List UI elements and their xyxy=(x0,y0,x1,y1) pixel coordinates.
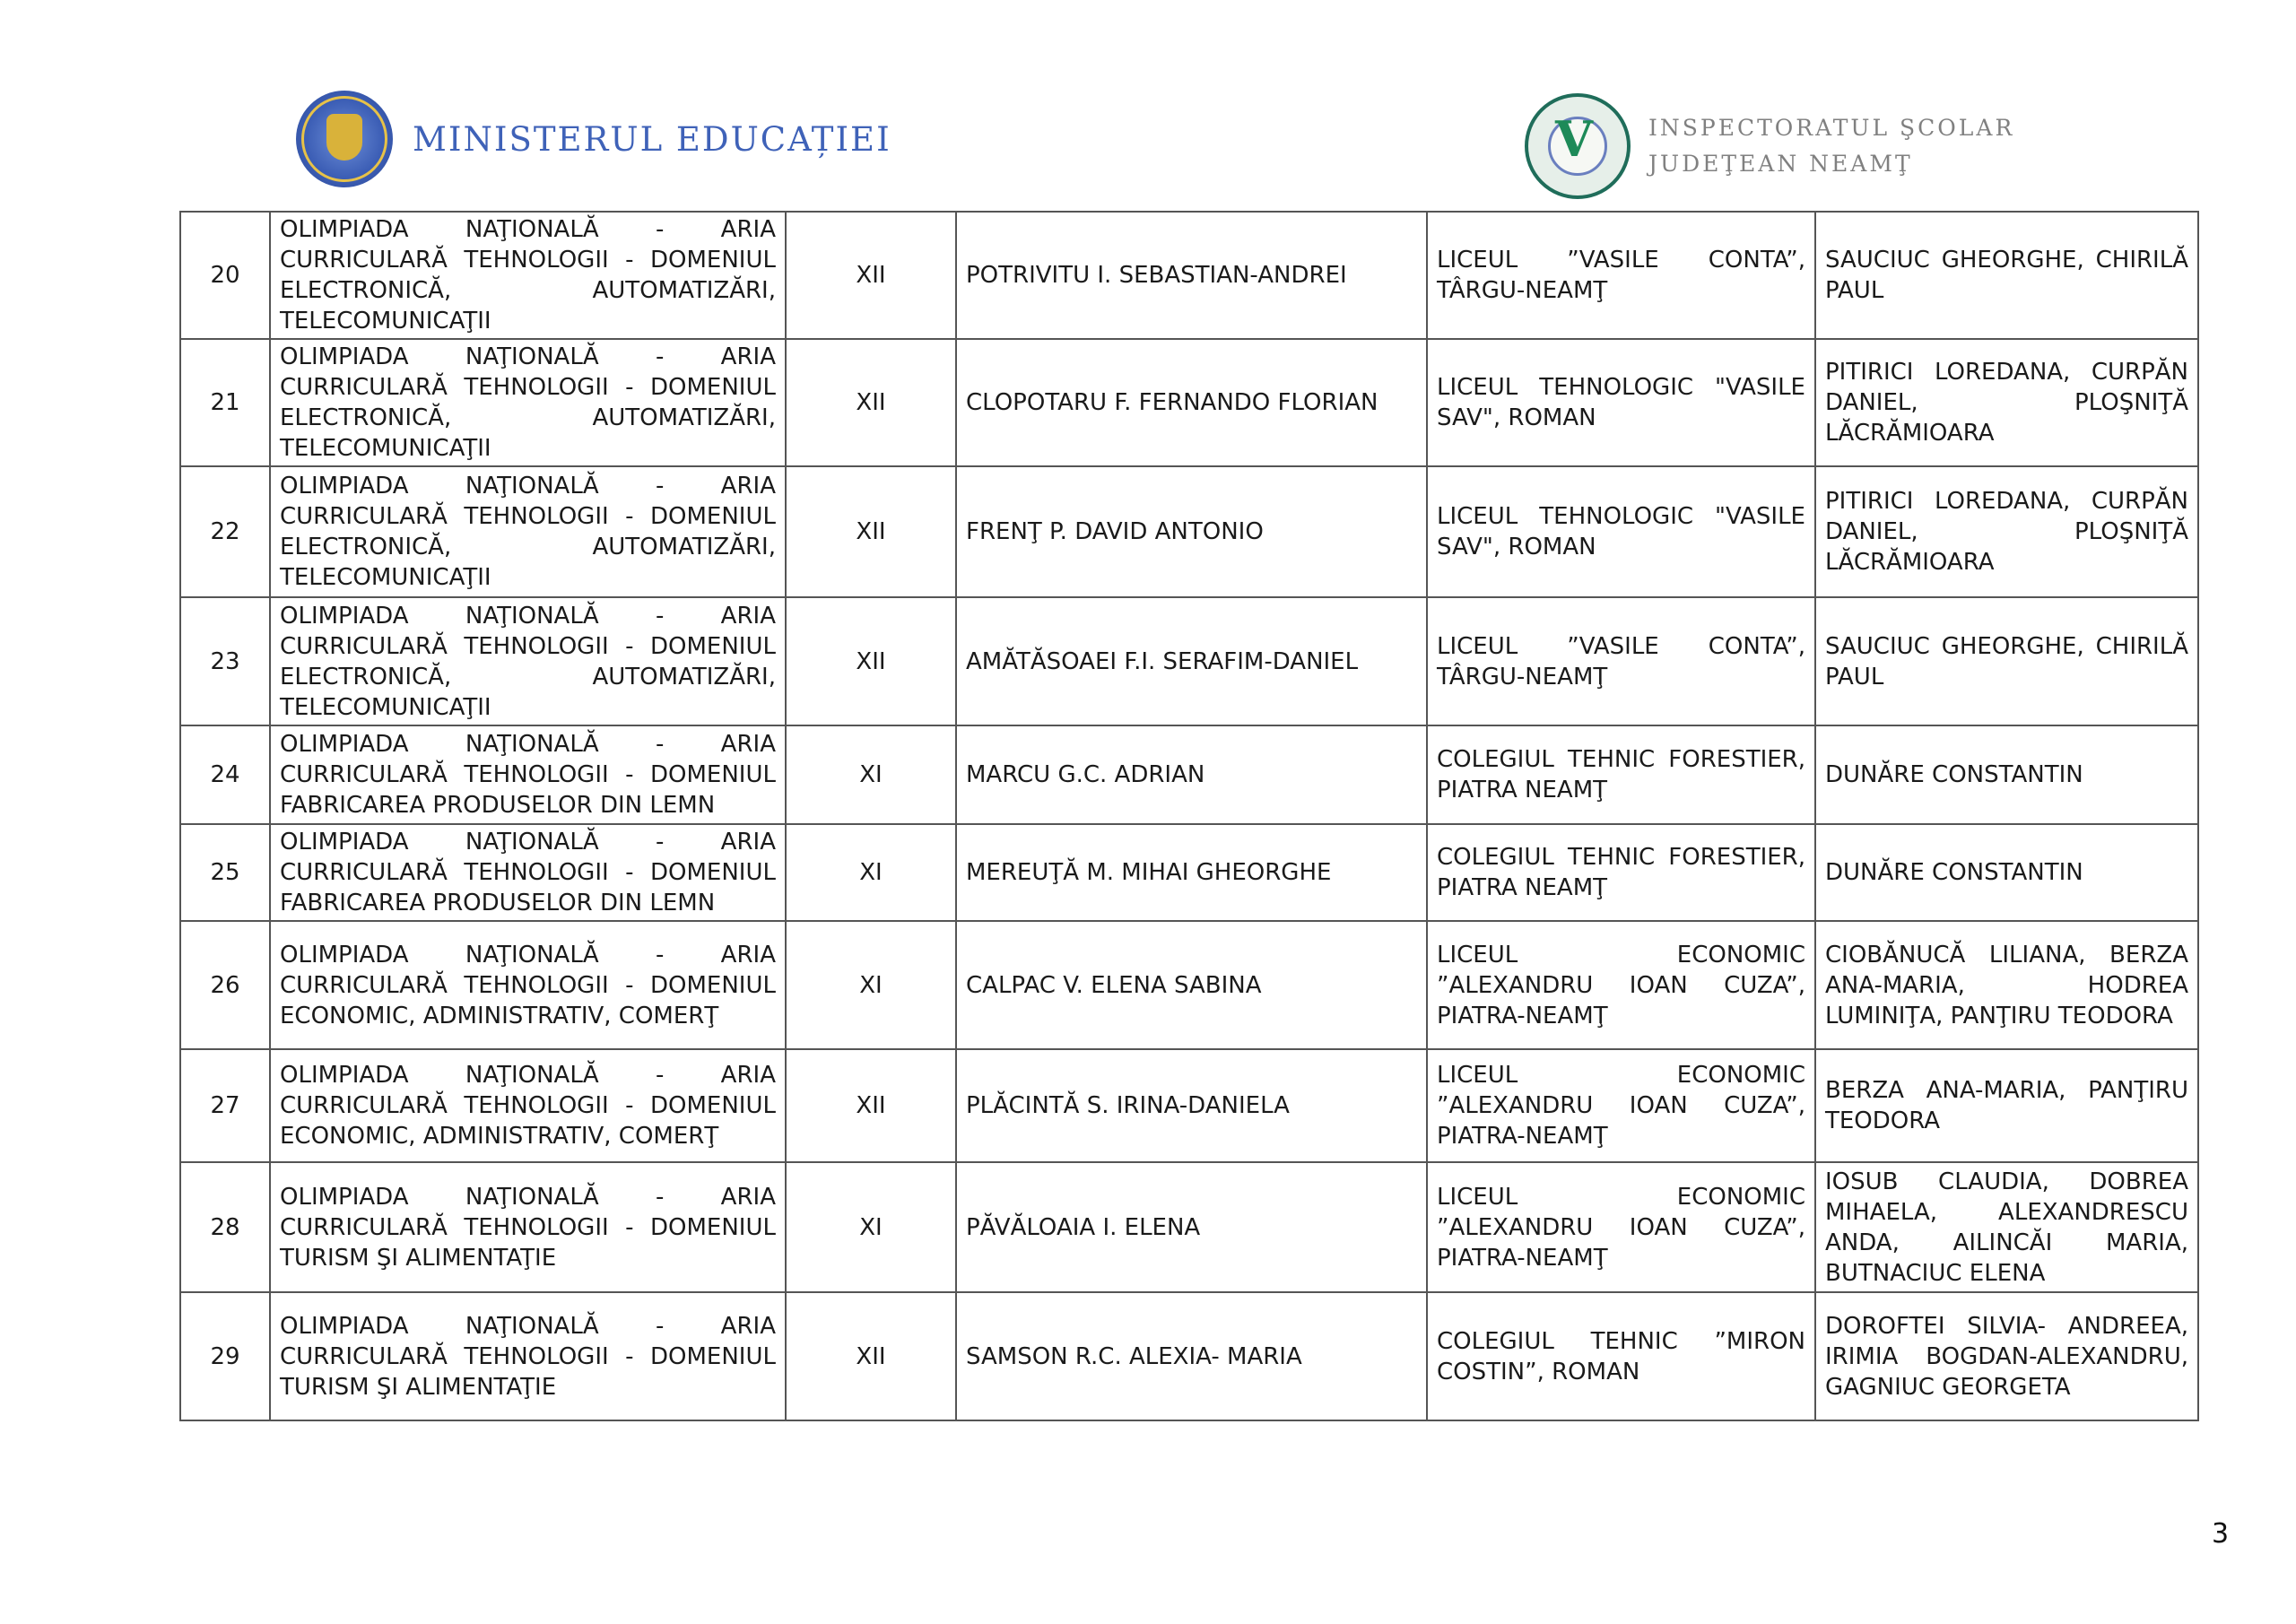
olympiad-subject: OLIMPIADA NAŢIONALĂ - ARIA CURRICULARĂ TEHNOLOGII - DOMENIUL ELECTRONICĂ, AUTOMATIZĂRI, TELECOMUNICAŢII xyxy=(270,597,786,725)
student-class: XI xyxy=(786,725,956,824)
olympiad-subject: OLIMPIADA NAŢIONALĂ - ARIA CURRICULARĂ TEHNOLOGII - DOMENIUL ECONOMIC, ADMINISTRATIV, COMERŢ xyxy=(270,921,786,1049)
teacher-names: CIOBĂNUCĂ LILIANA, BERZA ANA-MARIA, HODREA LUMINIŢA, PANŢIRU TEODORA xyxy=(1815,921,2198,1049)
school-name: LICEUL ”VASILE CONTA”, TÂRGU-NEAMŢ xyxy=(1427,212,1815,339)
school-name: COLEGIUL TEHNIC FORESTIER, PIATRA NEAMŢ xyxy=(1427,725,1815,824)
table-row xyxy=(180,824,2198,921)
school-name: COLEGIUL TEHNIC FORESTIER, PIATRA NEAMŢ xyxy=(1427,824,1815,921)
row-number: 24 xyxy=(180,725,270,824)
school-name: LICEUL ECONOMIC ”ALEXANDRU IOAN CUZA”, PIATRA-NEAMŢ xyxy=(1427,921,1815,1049)
student-name: MARCU G.C. ADRIAN xyxy=(956,725,1427,824)
school-name: COLEGIUL TEHNIC ”MIRON COSTIN”, ROMAN xyxy=(1427,1292,1815,1420)
teacher-names: IOSUB CLAUDIA, DOBREA MIHAELA, ALEXANDRESCU ANDA, AILINCĂI MARIA, BUTNACIUC ELENA xyxy=(1815,1162,2198,1292)
inspectorate-name xyxy=(1648,110,2014,182)
table-row xyxy=(180,1292,2198,1420)
teacher-names: PITIRICI LOREDANA, CURPĂN DANIEL, PLOŞNIŢĂ LĂCRĂMIOARA xyxy=(1815,466,2198,597)
student-class: XII xyxy=(786,1049,956,1162)
ministry-logo xyxy=(296,90,924,188)
student-name: CALPAC V. ELENA SABINA xyxy=(956,921,1427,1049)
row-number: 22 xyxy=(180,466,270,597)
table-row xyxy=(180,1162,2198,1292)
row-number: 26 xyxy=(180,921,270,1049)
v-emblem-icon: V xyxy=(1555,109,1593,168)
teacher-names: PITIRICI LOREDANA, CURPĂN DANIEL, PLOŞNIŢĂ LĂCRĂMIOARA xyxy=(1815,339,2198,466)
school-name: LICEUL ECONOMIC ”ALEXANDRU IOAN CUZA”, PIATRA-NEAMŢ xyxy=(1427,1049,1815,1162)
row-number: 29 xyxy=(180,1292,270,1420)
olympiad-subject: OLIMPIADA NAŢIONALĂ - ARIA CURRICULARĂ TEHNOLOGII - DOMENIUL ELECTRONICĂ, AUTOMATIZĂRI, TELECOMUNICAŢII xyxy=(270,212,786,339)
student-class: XI xyxy=(786,1162,956,1292)
olympiad-subject: OLIMPIADA NAŢIONALĂ - ARIA CURRICULARĂ TEHNOLOGII - DOMENIUL ELECTRONICĂ, AUTOMATIZĂRI, TELECOMUNICAŢII xyxy=(270,466,786,597)
teacher-names: SAUCIUC GHEORGHE, CHIRILĂ PAUL xyxy=(1815,212,2198,339)
row-number: 21 xyxy=(180,339,270,466)
teacher-names: DOROFTEI SILVIA- ANDREEA, IRIMIA BOGDAN-ALEXANDRU, GAGNIUC GEORGETA xyxy=(1815,1292,2198,1420)
olympiad-subject: OLIMPIADA NAŢIONALĂ - ARIA CURRICULARĂ TEHNOLOGII - DOMENIUL FABRICAREA PRODUSELOR DIN LEMN xyxy=(270,725,786,824)
student-class: XI xyxy=(786,921,956,1049)
olympiad-subject: OLIMPIADA NAŢIONALĂ - ARIA CURRICULARĂ TEHNOLOGII - DOMENIUL FABRICAREA PRODUSELOR DIN LEMN xyxy=(270,824,786,921)
table-row xyxy=(180,1049,2198,1162)
table-row xyxy=(180,212,2198,339)
results-table xyxy=(179,211,2199,1421)
student-name: PĂVĂLOAIA I. ELENA xyxy=(956,1162,1427,1292)
teacher-names: SAUCIUC GHEORGHE, CHIRILĂ PAUL xyxy=(1815,597,2198,725)
inspectorate-logo xyxy=(1525,90,2015,202)
table-row xyxy=(180,921,2198,1049)
page-number: 3 xyxy=(2212,1518,2230,1550)
row-number: 28 xyxy=(180,1162,270,1292)
student-name: AMĂTĂSOAEI F.I. SERAFIM-DANIEL xyxy=(956,597,1427,725)
olympiad-subject: OLIMPIADA NAŢIONALĂ - ARIA CURRICULARĂ TEHNOLOGII - DOMENIUL TURISM ŞI ALIMENTAŢIE xyxy=(270,1292,786,1420)
olympiad-subject: OLIMPIADA NAŢIONALĂ - ARIA CURRICULARĂ TEHNOLOGII - DOMENIUL ECONOMIC, ADMINISTRATIV, COMERŢ xyxy=(270,1049,786,1162)
table-row xyxy=(180,725,2198,824)
student-name: POTRIVITU I. SEBASTIAN-ANDREI xyxy=(956,212,1427,339)
student-class: XI xyxy=(786,824,956,921)
ministry-title: MINISTERUL EDUCAȚIEI xyxy=(413,119,891,159)
inspectorate-line-1: INSPECTORATUL ŞCOLAR xyxy=(1648,114,2015,141)
student-name: SAMSON R.C. ALEXIA- MARIA xyxy=(956,1292,1427,1420)
inspectorate-line-2: JUDEŢEAN NEAMŢ xyxy=(1648,150,1913,177)
row-number: 23 xyxy=(180,597,270,725)
student-class: XII xyxy=(786,466,956,597)
teacher-names: DUNĂRE CONSTANTIN xyxy=(1815,725,2198,824)
school-name: LICEUL TEHNOLOGIC "VASILE SAV", ROMAN xyxy=(1427,339,1815,466)
student-class: XII xyxy=(786,597,956,725)
results-table-body xyxy=(180,212,2198,1420)
row-number: 25 xyxy=(180,824,270,921)
student-class: XII xyxy=(786,1292,956,1420)
inspectorate-seal xyxy=(1525,93,1631,199)
table-row xyxy=(180,597,2198,725)
student-class: XII xyxy=(786,212,956,339)
school-name: LICEUL TEHNOLOGIC "VASILE SAV", ROMAN xyxy=(1427,466,1815,597)
romanian-government-seal xyxy=(296,91,393,187)
student-name: MEREUŢĂ M. MIHAI GHEORGHE xyxy=(956,824,1427,921)
teacher-names: BERZA ANA-MARIA, PANŢIRU TEODORA xyxy=(1815,1049,2198,1162)
student-name: CLOPOTARU F. FERNANDO FLORIAN xyxy=(956,339,1427,466)
table-row xyxy=(180,466,2198,597)
coat-of-arms-icon xyxy=(326,114,362,161)
olympiad-subject: OLIMPIADA NAŢIONALĂ - ARIA CURRICULARĂ TEHNOLOGII - DOMENIUL TURISM ŞI ALIMENTAŢIE xyxy=(270,1162,786,1292)
school-name: LICEUL ECONOMIC ”ALEXANDRU IOAN CUZA”, PIATRA-NEAMŢ xyxy=(1427,1162,1815,1292)
olympiad-subject: OLIMPIADA NAŢIONALĂ - ARIA CURRICULARĂ TEHNOLOGII - DOMENIUL ELECTRONICĂ, AUTOMATIZĂRI, TELECOMUNICAŢII xyxy=(270,339,786,466)
school-name: LICEUL ”VASILE CONTA”, TÂRGU-NEAMŢ xyxy=(1427,597,1815,725)
teacher-names: DUNĂRE CONSTANTIN xyxy=(1815,824,2198,921)
student-name: PLĂCINTĂ S. IRINA-DANIELA xyxy=(956,1049,1427,1162)
student-name: FRENŢ P. DAVID ANTONIO xyxy=(956,466,1427,597)
row-number: 27 xyxy=(180,1049,270,1162)
row-number: 20 xyxy=(180,212,270,339)
table-row xyxy=(180,339,2198,466)
student-class: XII xyxy=(786,339,956,466)
